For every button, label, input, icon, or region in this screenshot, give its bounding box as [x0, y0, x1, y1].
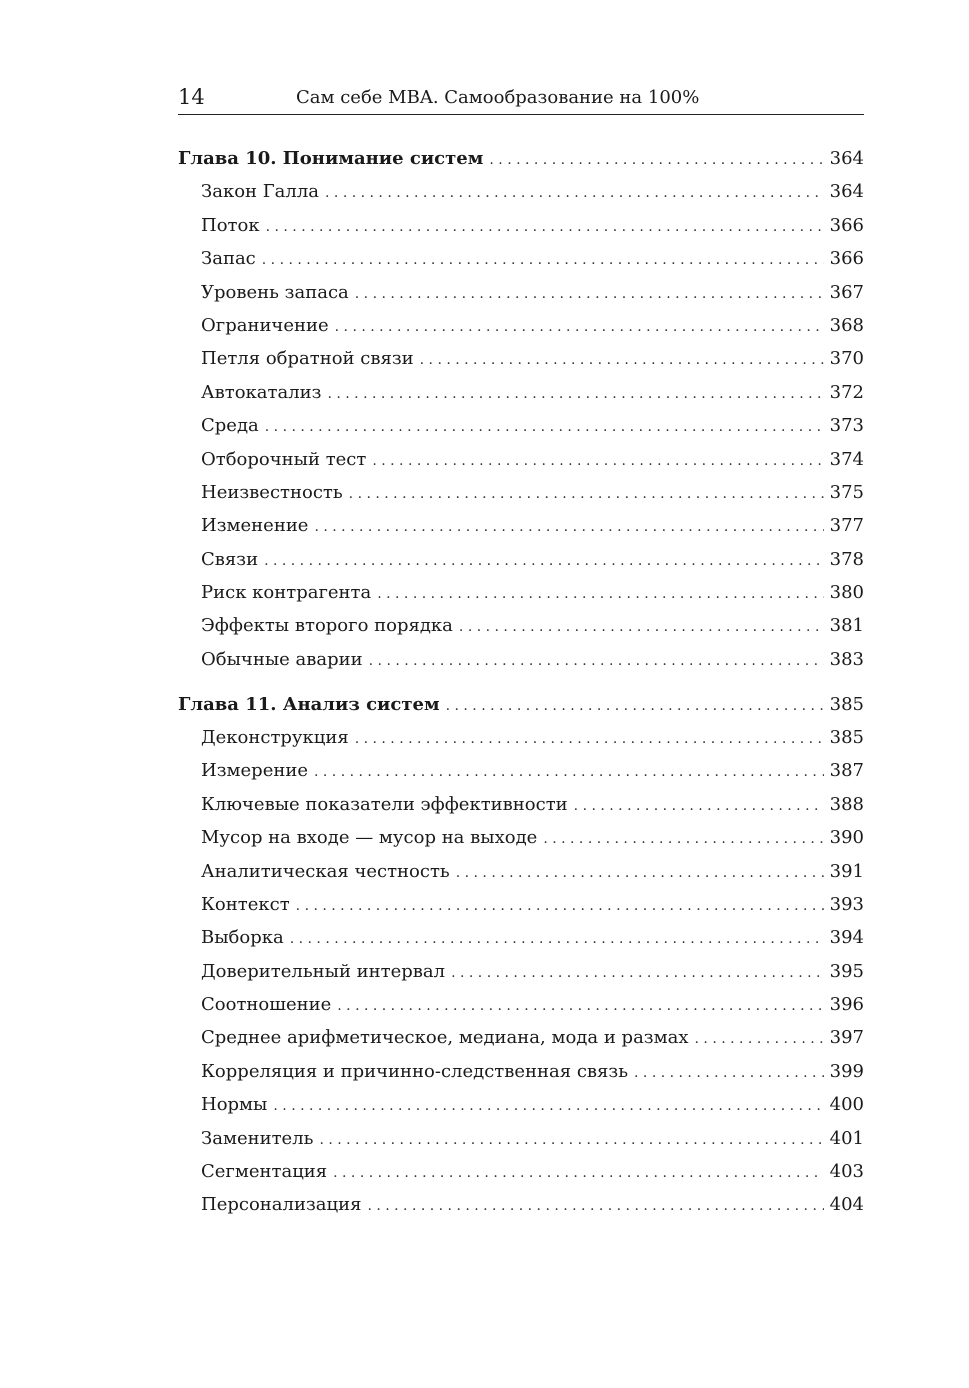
dot-leader — [273, 1090, 823, 1121]
item-page-number: 400 — [829, 1094, 864, 1116]
item-title: Нормы — [201, 1094, 268, 1116]
item-title: Среда — [201, 415, 259, 437]
item-title: Закон Галла — [201, 181, 320, 203]
item-title: Ограничение — [201, 314, 329, 336]
table-of-contents — [178, 142, 864, 1222]
item-title: Доверительный интервал — [201, 960, 446, 982]
dot-leader — [327, 378, 823, 409]
dot-leader — [262, 244, 824, 275]
page-number: 14 — [178, 85, 205, 109]
item-title: Сегментация — [201, 1161, 328, 1183]
item-title: Мусор на входе — мусор на выходе — [201, 827, 538, 849]
toc-item-row — [178, 609, 864, 642]
dot-leader — [543, 823, 823, 854]
toc-chapter-row — [178, 688, 864, 721]
dot-leader — [634, 1057, 824, 1088]
dot-leader — [456, 857, 824, 888]
toc-item-row — [178, 309, 864, 342]
dot-leader — [446, 690, 824, 721]
item-title: Неизвестность — [201, 481, 343, 503]
toc-item-row — [178, 443, 864, 476]
item-page-number: 366 — [829, 214, 864, 236]
item-title: Персонализация — [201, 1194, 362, 1216]
toc-item-row — [178, 509, 864, 542]
toc-item-row — [178, 209, 864, 242]
dot-leader — [264, 545, 824, 576]
dot-leader — [451, 957, 824, 988]
item-title: Связи — [201, 548, 259, 570]
dot-leader — [333, 1157, 824, 1188]
item-title: Изменение — [201, 515, 309, 537]
item-page-number: 395 — [829, 960, 864, 982]
item-title: Выборка — [201, 927, 284, 949]
dot-leader — [319, 1124, 823, 1155]
toc-item-row — [178, 576, 864, 609]
item-page-number: 404 — [829, 1194, 864, 1216]
toc-item-row — [178, 1188, 864, 1221]
item-title: Петля обратной связи — [201, 348, 414, 370]
item-title: Деконструкция — [201, 726, 349, 748]
chapter-title: Глава 10. Понимание систем — [178, 148, 484, 169]
toc-item-row — [178, 242, 864, 275]
item-title: Контекст — [201, 893, 290, 915]
dot-leader — [574, 790, 824, 821]
page-header — [178, 84, 864, 115]
toc-item-row — [178, 543, 864, 576]
item-title: Отборочный тест — [201, 448, 367, 470]
item-page-number: 366 — [829, 248, 864, 270]
dot-leader — [335, 311, 824, 342]
dot-leader — [290, 923, 824, 954]
chapter-title: Глава 11. Анализ систем — [178, 693, 440, 715]
item-page-number: 374 — [829, 448, 864, 470]
item-title: Ключевые показатели эффективности — [201, 793, 568, 815]
toc-item-row — [178, 643, 864, 676]
dot-leader — [296, 890, 824, 921]
item-title: Корреляция и причинно-следственная связь — [201, 1060, 629, 1082]
toc-item-row — [178, 754, 864, 787]
item-page-number: 380 — [829, 582, 864, 604]
item-page-number: 375 — [829, 481, 864, 503]
item-title: Риск контрагента — [201, 582, 372, 604]
item-title: Измерение — [201, 760, 308, 782]
item-title: Автокатализ — [201, 381, 322, 403]
toc-chapter-row — [178, 142, 864, 175]
item-title: Среднее арифметическое, медиана, мода и размах — [201, 1027, 689, 1049]
chapter-page-number: 385 — [829, 693, 864, 715]
item-page-number: 399 — [829, 1060, 864, 1082]
toc-item-row — [178, 476, 864, 509]
item-title: Аналитическая честность — [201, 860, 450, 882]
dot-leader — [459, 611, 824, 642]
toc-item-row — [178, 1055, 864, 1088]
item-title: Уровень запаса — [201, 281, 349, 303]
toc-item-row — [178, 376, 864, 409]
item-page-number: 394 — [829, 927, 864, 949]
toc-item-row — [178, 988, 864, 1021]
toc-item-row — [178, 788, 864, 821]
toc-item-row — [178, 721, 864, 754]
toc-item-row — [178, 888, 864, 921]
item-page-number: 373 — [829, 415, 864, 437]
item-page-number: 401 — [829, 1127, 864, 1149]
item-page-number: 383 — [829, 648, 864, 670]
toc-item-row — [178, 1021, 864, 1054]
toc-item-row — [178, 342, 864, 375]
item-page-number: 387 — [829, 760, 864, 782]
toc-item-row — [178, 921, 864, 954]
dot-leader — [420, 344, 824, 375]
item-page-number: 391 — [829, 860, 864, 882]
dot-leader — [337, 990, 823, 1021]
item-title: Эффекты второго порядка — [201, 615, 453, 637]
toc-item-row — [178, 175, 864, 208]
dot-leader — [265, 411, 824, 442]
toc-item-row — [178, 1155, 864, 1188]
dot-leader — [695, 1023, 824, 1054]
running-title: Сам себе MBA. Самообразование на 100% — [296, 87, 700, 108]
item-page-number: 385 — [829, 726, 864, 748]
chapter-page-number: 364 — [829, 148, 864, 169]
item-page-number: 368 — [829, 314, 864, 336]
item-page-number: 381 — [829, 615, 864, 637]
dot-leader — [349, 478, 824, 509]
item-page-number: 378 — [829, 548, 864, 570]
dot-leader — [489, 144, 823, 175]
dot-leader — [314, 756, 824, 787]
toc-item-row — [178, 855, 864, 888]
item-page-number: 367 — [829, 281, 864, 303]
item-page-number: 397 — [829, 1027, 864, 1049]
toc-item-row — [178, 409, 864, 442]
dot-leader — [367, 1190, 823, 1221]
toc-item-row — [178, 955, 864, 988]
item-page-number: 377 — [829, 515, 864, 537]
toc-item-row — [178, 1088, 864, 1121]
item-title: Соотношение — [201, 994, 332, 1016]
toc-item-row — [178, 821, 864, 854]
item-page-number: 388 — [829, 793, 864, 815]
item-page-number: 393 — [829, 893, 864, 915]
item-page-number: 370 — [829, 348, 864, 370]
dot-leader — [372, 445, 823, 476]
item-page-number: 390 — [829, 827, 864, 849]
item-page-number: 372 — [829, 381, 864, 403]
item-title: Обычные аварии — [201, 648, 363, 670]
item-page-number: 364 — [829, 181, 864, 203]
dot-leader — [355, 723, 824, 754]
dot-leader — [325, 177, 824, 208]
item-title: Запас — [201, 248, 256, 270]
dot-leader — [377, 578, 823, 609]
item-title: Поток — [201, 214, 260, 236]
dot-leader — [266, 211, 824, 242]
toc-item-row — [178, 1122, 864, 1155]
item-title: Заменитель — [201, 1127, 314, 1149]
item-page-number: 396 — [829, 994, 864, 1016]
item-page-number: 403 — [829, 1161, 864, 1183]
dot-leader — [314, 511, 823, 542]
dot-leader — [369, 645, 824, 676]
dot-leader — [355, 278, 824, 309]
toc-item-row — [178, 276, 864, 309]
